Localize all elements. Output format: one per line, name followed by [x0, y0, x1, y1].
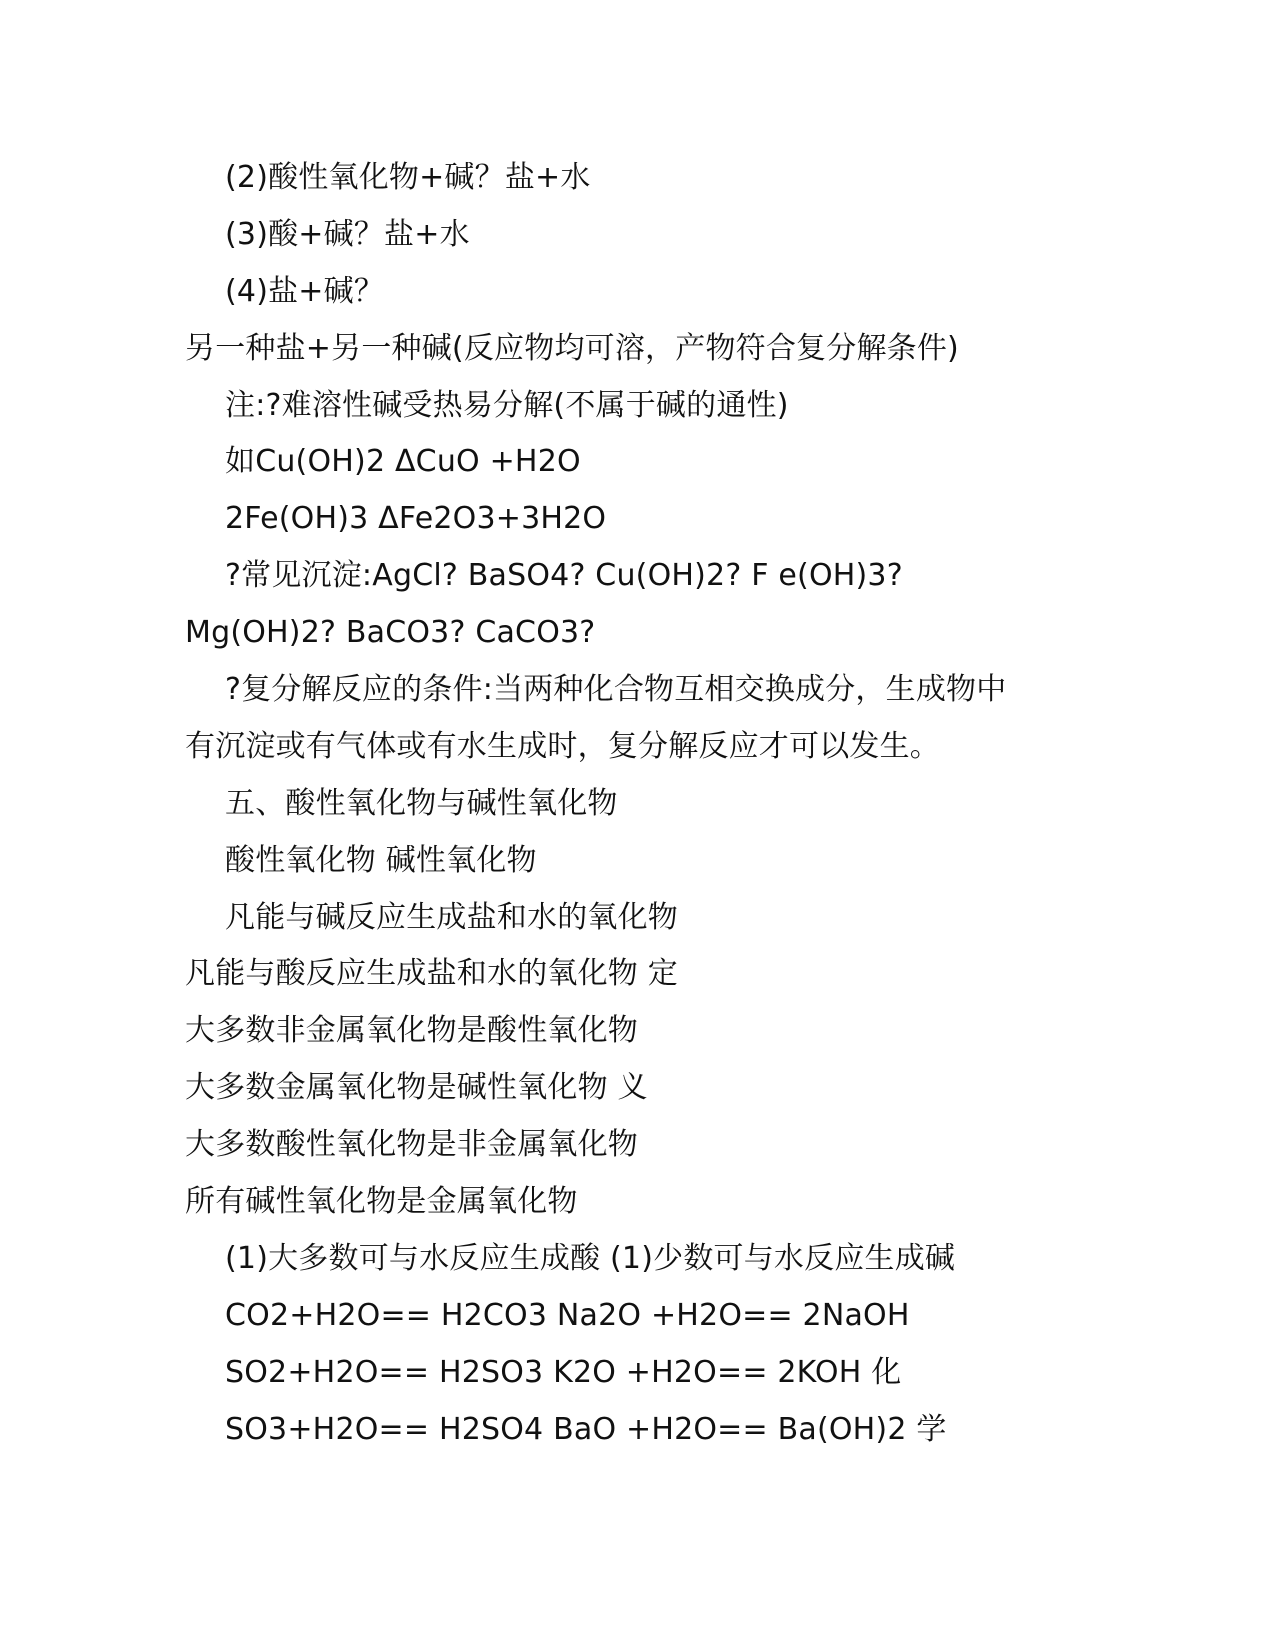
- text-line: (2)酸性氧化物+碱？盐+水: [225, 160, 591, 195]
- text-line: 如Cu(OH)2 ΔCuO +H2O: [225, 444, 581, 480]
- equation-line: SO3+H2O== H2SO4 BaO +H2O== Ba(OH)2 学: [225, 1411, 947, 1447]
- text-line: (1)大多数可与水反应生成酸 (1)少数可与水反应生成碱: [225, 1240, 956, 1276]
- text-line: 大多数金属氧化物是碱性氧化物 义: [185, 1070, 648, 1106]
- text-line: 凡能与酸反应生成盐和水的氧化物 定: [185, 956, 678, 992]
- section-heading: 五、酸性氧化物与碱性氧化物: [225, 785, 618, 821]
- text-line: 大多数非金属氧化物是酸性氧化物: [185, 1013, 638, 1049]
- text-line: ?复分解反应的条件:当两种化合物互相交换成分，生成物中: [225, 672, 1007, 708]
- text-line: 另一种盐+另一种碱(反应物均可溶，产物符合复分解条件): [185, 330, 959, 366]
- text-line: 注:?难溶性碱受热易分解(不属于碱的通性): [225, 387, 789, 423]
- text-line: 大多数酸性氧化物是非金属氧化物: [185, 1127, 638, 1163]
- text-line: ?常见沉淀:AgCl? BaSO4? Cu(OH)2? F e(OH)3?: [225, 558, 903, 594]
- text-line: 凡能与碱反应生成盐和水的氧化物: [225, 899, 678, 935]
- text-line: 酸性氧化物 碱性氧化物: [225, 842, 537, 878]
- equation-line: SO2+H2O== H2SO3 K2O +H2O== 2KOH 化: [225, 1354, 902, 1390]
- text-line: 有沉淀或有气体或有水生成时，复分解反应才可以发生。: [185, 728, 940, 764]
- equation-line: CO2+H2O== H2CO3 Na2O +H2O== 2NaOH: [225, 1297, 910, 1333]
- document-body: [185, 150, 1145, 1458]
- text-line: (4)盐+碱？: [225, 273, 385, 309]
- text-line: (3)酸+碱？盐+水: [225, 216, 470, 252]
- text-line: 所有碱性氧化物是金属氧化物: [185, 1184, 578, 1220]
- text-line: Mg(OH)2? BaCO3? CaCO3?: [185, 615, 596, 651]
- text-line: 2Fe(OH)3 ΔFe2O3+3H2O: [225, 501, 607, 537]
